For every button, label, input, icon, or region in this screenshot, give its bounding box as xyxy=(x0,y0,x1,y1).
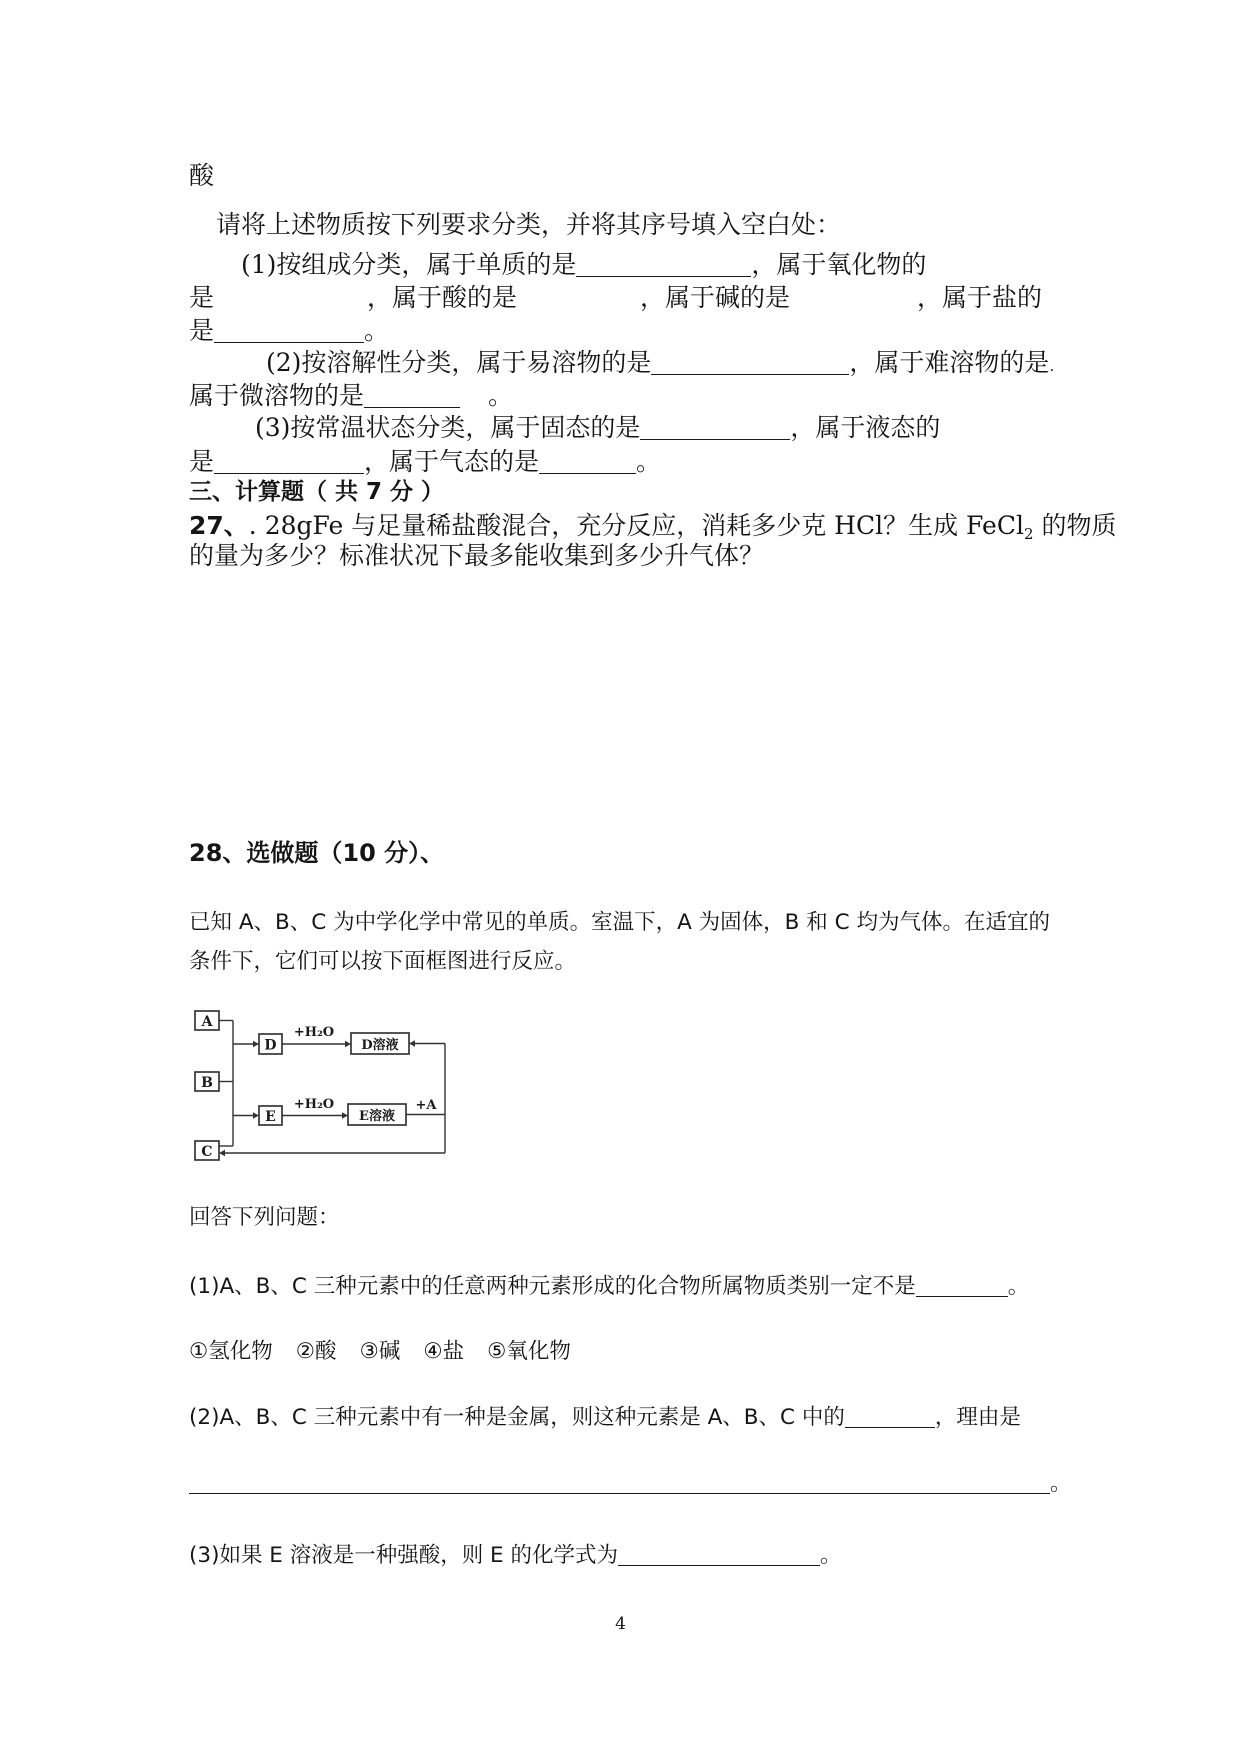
period: 。 xyxy=(488,381,514,410)
q28-prompt: 回答下列问题： xyxy=(189,1205,340,1230)
option-acid: ②酸 xyxy=(295,1339,337,1364)
q3-line-2 xyxy=(189,447,661,477)
box-a-label: A xyxy=(201,1014,213,1030)
reaction-flow-diagram xyxy=(190,1000,455,1170)
classification-instruction: 请将上述物质按下列要求分类，并将其序号填入空白处： xyxy=(216,210,842,239)
q28-sub1-text: (1)A、B、C 三种元素中的任意两种元素形成的化合物所属物质类别一定不是 xyxy=(189,1274,916,1299)
arrowhead xyxy=(345,1041,351,1047)
q3-liquid-label: ，属于液态的 xyxy=(790,413,941,442)
q28-sub2-reason-label: ，理由是 xyxy=(934,1405,1021,1430)
period: 。 xyxy=(1007,1274,1030,1299)
answer-blank-solid xyxy=(640,421,790,440)
answer-space-oxide xyxy=(214,305,367,306)
q1-oxide-label-cont: 是 xyxy=(189,283,215,312)
trailing-mark: . xyxy=(1049,357,1055,375)
q1-oxide-label: ，属于氧化物的 xyxy=(751,250,927,279)
q1-line-2 xyxy=(189,283,1042,313)
q1-composition-label: (1)按组成分类，属于单质的是 xyxy=(241,250,577,279)
option-hydride: ①氢化物 xyxy=(189,1339,273,1364)
box-d-label: D xyxy=(264,1037,277,1054)
answer-blank-slightly-soluble xyxy=(364,389,460,408)
period: 。 xyxy=(819,1543,842,1568)
q27-line-1 xyxy=(189,511,1116,541)
answer-blank-salt xyxy=(214,324,364,343)
option-base: ③碱 xyxy=(359,1339,401,1364)
q28-intro-line-2: 条件下，它们可以按下面框图进行反应。 xyxy=(189,949,577,974)
period: 。 xyxy=(1050,1471,1072,1496)
answer-space-base xyxy=(790,305,917,306)
arrowhead xyxy=(409,1040,415,1046)
q3-solid-label: (3)按常温状态分类，属于固态的是 xyxy=(255,413,641,442)
plus-a-reagent-label: +A xyxy=(415,1098,437,1113)
q28-sub2 xyxy=(189,1404,1021,1432)
q2-line-1 xyxy=(266,348,1054,381)
option-salt: ④盐 xyxy=(423,1339,465,1364)
answer-blank-formula xyxy=(618,1547,820,1566)
calculation-section-heading: 三、计算题（ 共 7 分 ） xyxy=(189,479,445,505)
water-reagent-label: +H₂O xyxy=(293,1025,335,1040)
answer-blank-reason xyxy=(189,1475,1050,1494)
answer-space-acid xyxy=(517,305,640,306)
arrowhead xyxy=(253,1041,259,1047)
water-reagent-label: +H₂O xyxy=(293,1097,335,1112)
q3-gas-label: ，属于气态的是 xyxy=(364,447,540,476)
box-e-label: E xyxy=(265,1109,276,1125)
q27-text-end: 的物质 xyxy=(1033,511,1117,540)
q1-salt-label: ，属于盐的 xyxy=(917,283,1043,312)
q1-acid-label: ，属于酸的是 xyxy=(367,283,518,312)
q3-line-1 xyxy=(255,413,940,443)
q2-slightly-soluble-label: 属于微溶物的是 xyxy=(189,381,365,410)
q28-sub3 xyxy=(189,1542,841,1570)
period: 。 xyxy=(364,316,390,345)
q1-line-1 xyxy=(241,250,926,280)
answer-blank-element xyxy=(576,258,751,277)
q2-line-2 xyxy=(189,381,513,411)
fecl2-subscript: 2 xyxy=(1023,525,1034,543)
answer-blank-metal xyxy=(845,1409,935,1428)
q28-sub3-text: (3)如果 E 溶液是一种强酸，则 E 的化学式为 xyxy=(189,1543,618,1568)
q2-soluble-label: (2)按溶解性分类，属于易溶物的是 xyxy=(266,348,652,377)
acid-line: 酸 xyxy=(189,161,215,190)
q28-heading: 28、选做题（10 分）、 xyxy=(189,839,445,867)
box-e-solution-label: E溶液 xyxy=(359,1109,395,1124)
q28-sub1 xyxy=(189,1273,1029,1301)
q28-sub2-reason-line xyxy=(189,1470,1072,1498)
q1-base-label: ，属于碱的是 xyxy=(640,283,791,312)
q1-salt-label-cont: 是 xyxy=(189,316,215,345)
page-number: 4 xyxy=(615,1614,626,1634)
box-c-label: C xyxy=(201,1144,213,1160)
arrowhead xyxy=(253,1112,259,1118)
q27-number: 27、 xyxy=(189,511,249,540)
answer-blank-gas xyxy=(539,455,636,474)
q27-line-2: 的量为多少？标准状况下最多能收集到多少升气体？ xyxy=(189,541,765,570)
q28-intro-line-1: 已知 A、B、C 为中学化学中常见的单质。室温下，A 为固体，B 和 C 均为气体。在适宜的 xyxy=(189,910,1050,935)
q28-sub2-text: (2)A、B、C 三种元素中有一种是金属，则这种元素是 A、B、C 中的 xyxy=(189,1405,845,1430)
option-oxide: ⑤氧化物 xyxy=(487,1339,571,1364)
q2-insoluble-label: ，属于难溶物的是 xyxy=(849,348,1050,377)
answer-blank-soluble xyxy=(651,356,849,375)
period: 。 xyxy=(636,447,662,476)
q1-line-3 xyxy=(189,316,389,346)
q3-liquid-label-cont: 是 xyxy=(189,447,215,476)
arrowhead xyxy=(342,1112,348,1118)
q28-options xyxy=(189,1338,571,1366)
box-d-solution-label: D溶液 xyxy=(361,1038,399,1053)
arrowhead xyxy=(219,1150,225,1156)
answer-blank-liquid xyxy=(214,455,364,474)
box-b-label: B xyxy=(201,1075,213,1091)
answer-blank-category xyxy=(916,1278,1008,1297)
spacer xyxy=(460,403,488,404)
q27-text: . 28gFe 与足量稀盐酸混合，充分反应，消耗多少克 HCl？生成 FeCl xyxy=(248,511,1024,540)
